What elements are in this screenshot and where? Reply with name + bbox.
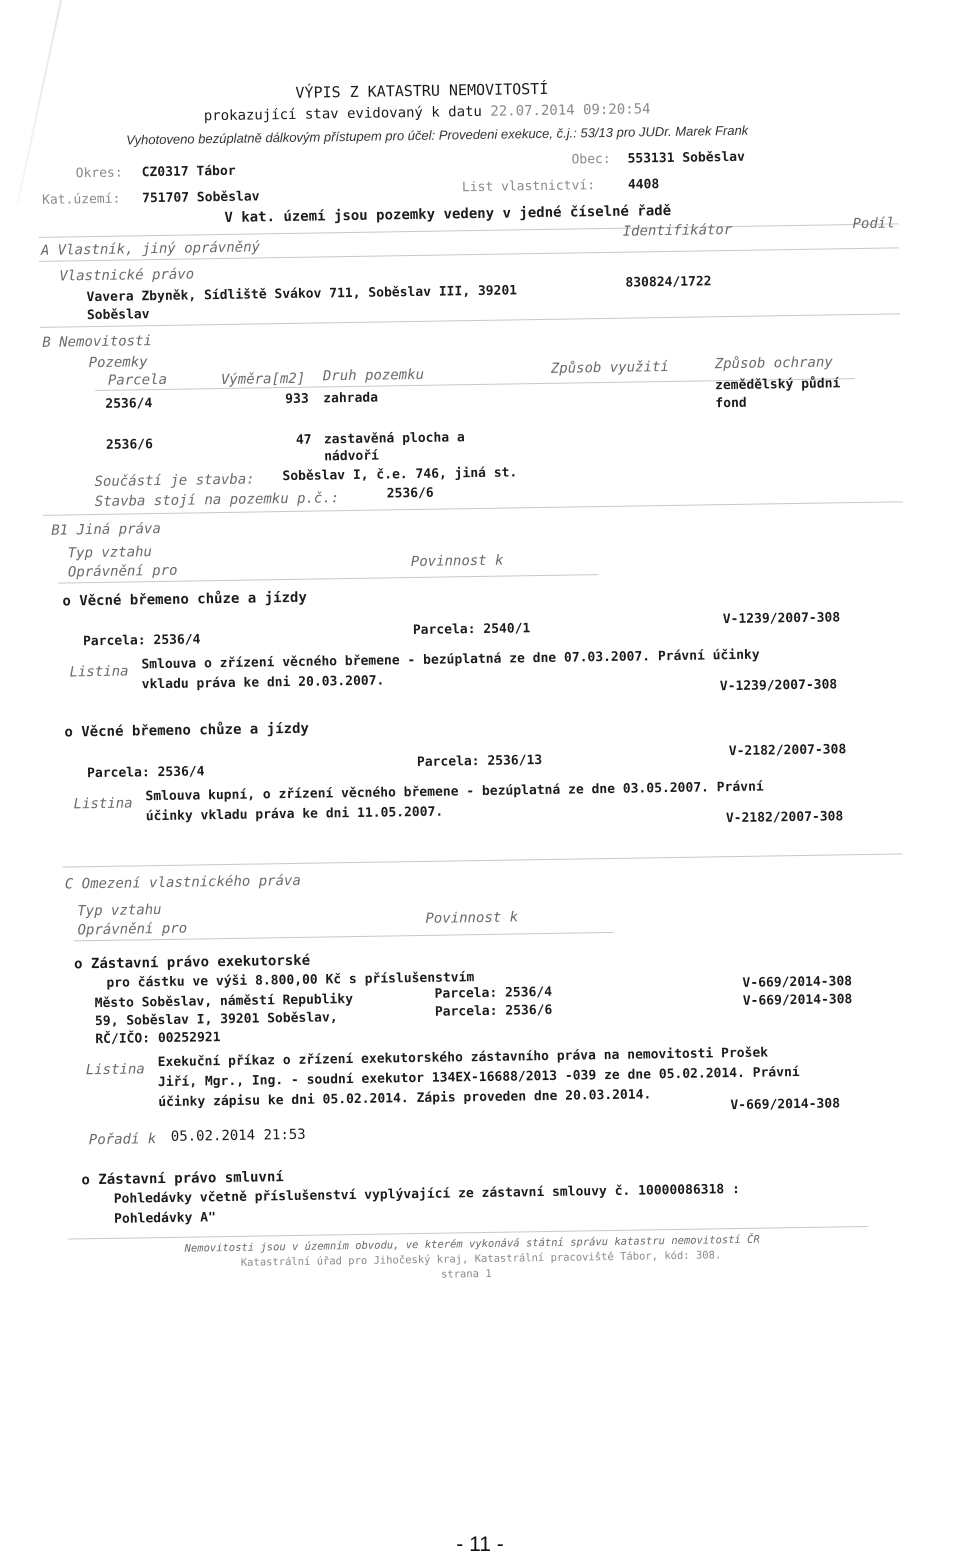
c-entry-2-line-2: Pohledávky A" [113,1210,216,1227]
c-entry-1-poradi-label: Pořadí k [88,1131,157,1149]
ku-label: Kat.území: [41,191,121,208]
col-ochrana: Způsob ochrany [714,354,833,373]
c-entry-1-ref-3: V-669/2014-308 [730,1096,841,1114]
c-entry-1-ref-1: V-669/2014-308 [742,974,853,991]
c-entry-1-creditor-3: RČ/IČO: 00252921 [95,1030,221,1048]
b1-entry-1-title: o Věcné břemeno chůze a jízdy [62,589,307,610]
status-prefix: prokazující stav evidovaný k datu [203,103,483,125]
parcel-2-id: 2536/6 [105,437,154,453]
section-c-rule [63,853,903,867]
parcel-2-type: zastavěná plocha a [323,430,465,448]
c-entry-1-parcel-2: Parcela: 2536/6 [434,1002,553,1020]
b1-entry-2-left: Parcela: 2536/4 [86,764,205,782]
parcel-1-protection-1: zemědělský půdní [714,376,841,394]
ownership-subheading: Vlastnické právo [59,266,195,285]
soucast-value: Soběslav I, č.e. 746, jiná st. [282,465,518,485]
footer-line-2: Katastrální úřad pro Jihočeský kraj, Katastrální pracoviště Tábor, kód: 308. [240,1249,722,1269]
c-entry-1-parcel-1: Parcela: 2536/4 [434,984,553,1002]
status-line [204,101,651,124]
b1-entry-2-listina-1: Smlouva kupní, o zřízení věcného břemene - bezúplatná ze dne 03.05.2007. Právní [145,779,764,805]
b1-entry-1-ref-2: V-1239/2007-308 [719,677,838,695]
b1-entry-1-listina-1: Smlouva o zřízení věcného břemene - bezúplatná ze dne 07.03.2007. Právní účinky [141,647,760,673]
parcel-1-id: 2536/4 [105,396,153,412]
page-number: - 11 - [456,1533,504,1556]
obec-value: 553131 Soběslav [627,149,746,167]
document-title: VÝPIS Z KATASTRU NEMOVITOSTÍ [295,79,549,102]
b1-entry-1-left: Parcela: 2536/4 [82,632,201,650]
parcel-1-type: zahrada [323,390,379,407]
lv-label: List vlastnictví: [461,178,596,196]
made-line: Vyhotoveno bezúplatně dálkovým přístupem pro účel: Provedeni exekuce, č.j.: 53/13 pro JUDr. Marek Frank [126,122,749,148]
owner-line-1: Vavera Zbyněk, Sídliště Svákov 711, Soběslav III, 39201 [86,283,518,306]
footer-line-3: strana 1 [440,1267,492,1281]
section-a-rule [39,223,899,238]
c-opravneni: Oprávnění pro [77,920,188,939]
col-druh: Druh pozemku [322,366,425,385]
c-entry-2-line-1: Pohledávky včetně příslušenství vyplývající ze zástavní smlouvy č. 10000086318 : [113,1181,740,1207]
owner-identifier: 830824/1722 [625,274,712,291]
b1-entry-2-listina-label: Listina [73,795,133,813]
c-entry-1-listina-3: účinky zápisu ke dni 05.02.2014. Zápis proveden dne 20.03.2014. [158,1087,652,1111]
c-povinnost: Povinnost k [425,909,519,927]
col-share: Podíl [852,215,895,233]
c-entry-1-ref-2: V-669/2014-308 [742,992,853,1009]
b1-entry-2-title: o Věcné břemeno chůze a jízdy [64,720,309,741]
c-entry-1-listina-1: Exekuční příkaz o zřízení exekutorského zástavního práva na nemovitosti Prošek [157,1045,769,1071]
c-typ-vztahu: Typ vztahu [77,902,162,920]
b1-entry-2-right: Parcela: 2536/13 [416,753,543,770]
b1-entry-1-listina-label: Listina [69,663,129,681]
parcel-2-area: 47 [295,432,312,448]
c-entry-1-creditor-2: 59, Soběslav I, 39201 Soběslav, [94,1010,338,1030]
soucast-label: Součástí je stavba: [94,471,255,491]
b1-entry-1-right: Parcela: 2540/1 [412,621,531,639]
c-entry-1-amount: pro částku ve výši 8.800,00 Kč s příslušenstvím [106,970,475,991]
section-b-heading: B Nemovitosti [42,333,153,351]
ku-value: 751707 Soběslav [141,189,260,207]
c-entry-1-listina-label: Listina [85,1061,145,1079]
c-entry-1-creditor-1: Město Soběslav, náměstí Republiky [94,992,354,1012]
col-vyuziti: Způsob využití [550,358,669,377]
obec-label: Obec: [571,151,611,168]
section-b-rule [40,313,900,328]
numbering-note: V kat. území jsou pozemky vedeny v jedné číselné řadě [224,202,672,226]
stoji-value: 2536/6 [386,485,434,502]
stoji-label: Stavba stojí na pozemku p.č.: [94,490,340,511]
c-entry-2-title: o Zástavní právo smluvní [81,1169,284,1189]
section-b1-heading: B1 Jiná práva [51,520,161,539]
parcel-1-area: 933 [285,391,309,408]
footer-line-1: Nemovitosti jsou v územním obvodu, ve kterém vykonává státní správu katastru nemovitostí ČR [184,1233,760,1255]
b1-entry-2-ref-2: V-2182/2007-308 [725,809,844,827]
owner-line-2: Soběslav [86,307,150,324]
col-identifier: Identifikátor [622,221,733,240]
b1-povinnost: Povinnost k [410,552,504,571]
okres-value: CZ0317 Tábor [141,163,236,181]
pozemky-subheading: Pozemky [88,354,148,372]
lv-value: 4408 [627,177,660,193]
parcel-1-protection-2: fond [715,395,747,412]
b1-entry-2-ref: V-2182/2007-308 [728,742,847,760]
section-c-heading: C Omezení vlastnického práva [64,872,301,893]
c-entry-1-listina-2: Jiří, Mgr., Ing. - soudní exekutor 134EX-16688/2013 -039 ze dne 05.02.2014. Právní [157,1065,800,1091]
col-parcela: Parcela [107,371,168,389]
col-vymera: Výměra[m2] [220,370,306,389]
b1-opravneni: Oprávnění pro [67,562,178,581]
b1-typ-vztahu: Typ vztahu [67,544,153,562]
status-date: 22.07.2014 09:20:54 [490,101,651,120]
okres-label: Okres: [75,165,123,182]
section-a-heading: A Vlastník, jiný oprávněný [40,239,261,259]
b1-entry-1-ref: V-1239/2007-308 [722,610,841,628]
b1-entry-1-listina-2: vkladu práva ke dni 20.03.2007. [141,673,385,693]
b1-entry-2-listina-2: účinky vkladu práva ke dni 11.05.2007. [145,804,444,825]
c-entry-1-title: o Zástavní právo exekutorské [73,952,311,973]
c-entry-1-poradi-value: 05.02.2014 21:53 [170,1126,306,1145]
parcel-2-type-2: nádvoří [324,448,380,465]
